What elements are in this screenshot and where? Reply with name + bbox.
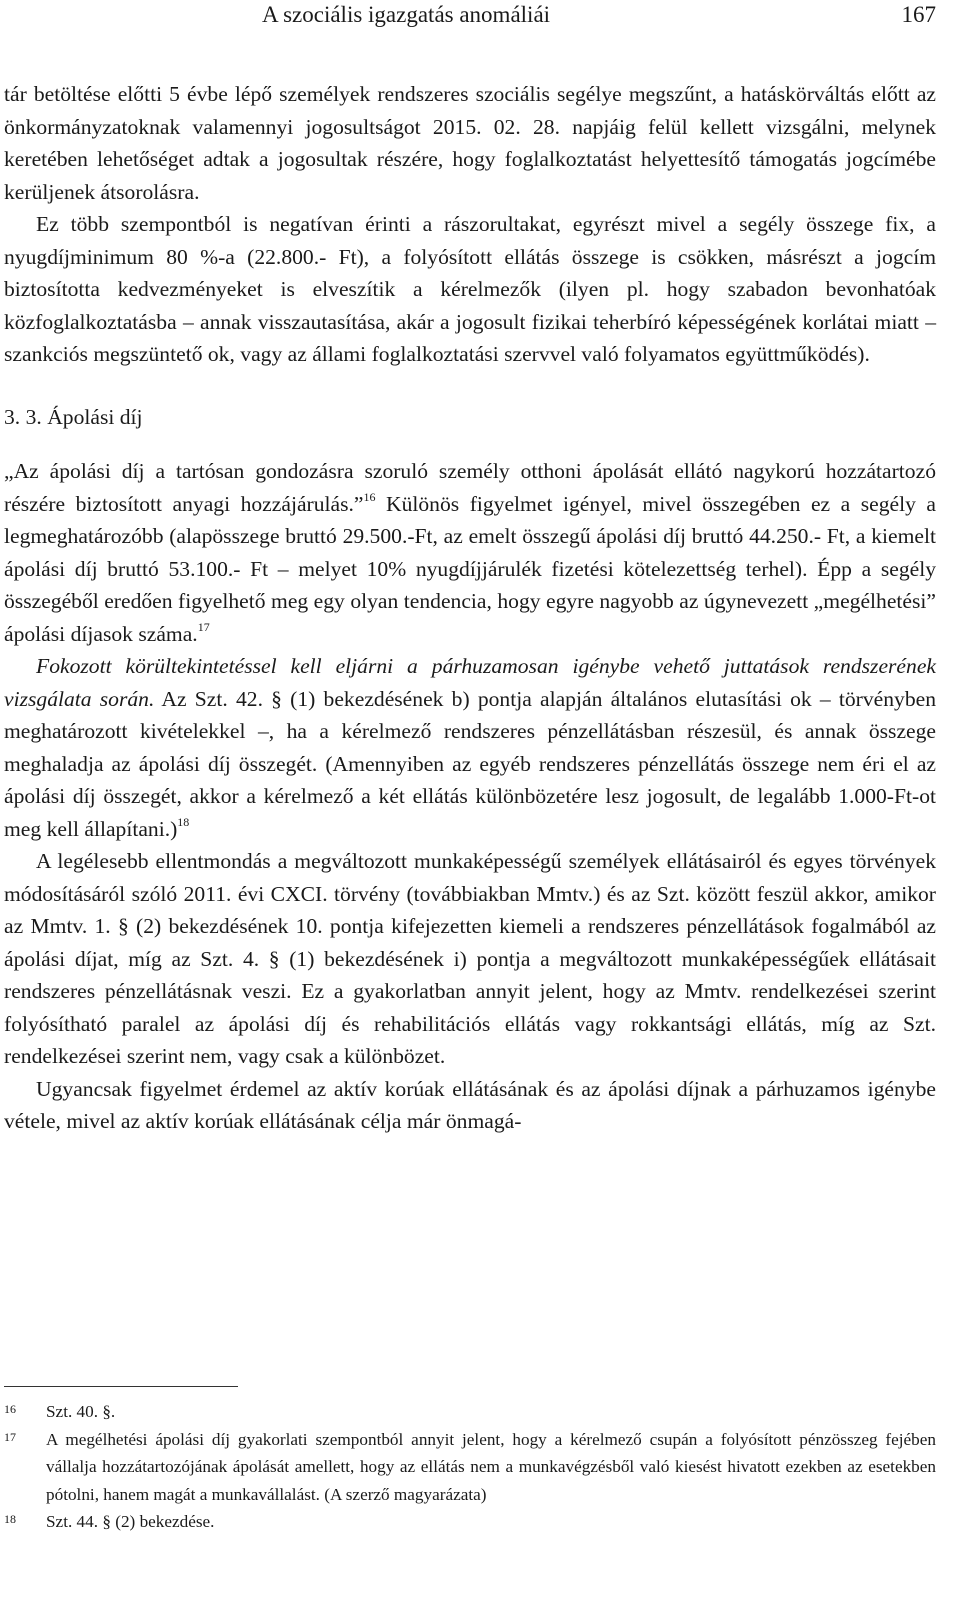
footnote — [4, 1426, 936, 1509]
paragraph-text: Különös figyelmet igényel, mivel összegében ez a segély a legmeghatározóbb (alapösszege bruttó 29.500.-Ft, az emelt összegű ápolási díj bruttó 44.250.- Ft, a kiemelt ápolási díj bruttó 53.100.- Ft – melyet 10% nyugdíjjárulék fizetési kötelezettség terhel). Épp a segély összegéből eredően figyelhető meg egy olyan tendencia, hogy egyre nagyobb az úgynevezett „megélhetési” ápolási díjasok száma. — [4, 491, 936, 646]
quote-text: „Az ápolási díj a tartósan gondozásra szoruló személy otthoni ápolását ellátó nagykorú hozzátartozó részére biztosított anyagi hozzájárulás.” — [4, 459, 936, 516]
footnote-ref-18[interactable]: 18 — [177, 814, 190, 829]
footnote-number: 18 — [4, 1512, 16, 1526]
footnote — [4, 1398, 936, 1426]
footnote-ref-17[interactable]: 17 — [197, 619, 210, 634]
body-text — [4, 78, 936, 1138]
footnotes — [4, 1398, 936, 1536]
paragraph — [4, 455, 936, 650]
footnote-ref-16[interactable]: 16 — [363, 489, 376, 504]
footnote-number: 16 — [4, 1402, 16, 1416]
paragraph-text: Az Szt. 42. § (1) bekezdésének b) pontja alapján általános elutasítási ok – törvényben meghatározott kivételekkel –, ha a kérelmező rendszeres pénzellátásban részesül, és annak összege meghaladja az ápolási díj összegét. (Amennyiben az egyéb rendszeres pénzellátás összege nem éri el az ápolási díj összegét, akkor a kérelmező a két ellátás különbözetére lesz jogosult, de legalább 1.000-Ft-ot meg kell állapítani.) — [4, 686, 937, 841]
footnote-number: 17 — [4, 1429, 16, 1444]
paragraph — [4, 650, 936, 845]
italic-text: Fokozott körültekintetéssel kell eljárni a párhuzamosan igénybe vehető juttatások rendszerének vizsgálata során. — [4, 654, 936, 711]
footnote-text: Szt. 44. § (2) bekezdése. — [46, 1512, 215, 1531]
paragraph: Ez több szempontból is negatívan érinti a rászorultakat, egyrészt mivel a segély összege fix, a nyugdíjminimum 80 %-a (22.800.- Ft), a folyósított ellátás összege is csökken, másrészt a jogcím biztosította kedvezményeket is elveszítik a kérelmezők (ilyen pl. hogy szabadon bevonhatóak közfoglalkoztatásba – annak visszautasítása, akár a jogosult fizikai teherbíró képességének korlátai miatt – szankciós megszüntető ok, vagy az állami foglalkoztatási szervvel való folyamatos együttműködés). — [4, 212, 936, 366]
footnote — [4, 1508, 936, 1536]
page-number: 167 — [901, 2, 936, 27]
footnote-text: Szt. 40. §. — [46, 1402, 116, 1421]
page-header — [0, 0, 960, 40]
paragraph: tár betöltése előtti 5 évbe lépő személyek rendszeres szociális segélye megszűnt, a hatáskörváltás előtt az önkormányzatoknak valamennyi jogosultságot 2015. 02. 28. napjáig felül kellett vizsgálni, melynek keretében lehetőséget adtak a jogosultak részére, hogy foglalkoztatást helyettesítő támogatás jogcímébe kerüljenek átsorolásra. — [4, 82, 936, 204]
section-heading: 3. 3. Ápolási díj — [4, 404, 143, 429]
paragraph: A legélesebb ellentmondás a megváltozott munkaképességű személyek ellátásairól és egyes törvények módosításáról szóló 2011. évi CXCI. törvény (továbbiakban Mmtv.) és az Szt. között feszül akkor, amikor az Mmtv. 1. § (2) bekezdésének 10. pontja kifejezetten kiemeli a rendszeres pénzellátások fogalmából az ápolási díjat, míg az Szt. 4. § (1) bekezdésének i) pontja a megváltozott munkaképességűek ellátásait rendszeres pénzellátásnak veszi. Ez a gyakorlatban annyit jelent, hogy az Mmtv. rendelkezései szerint folyósítható paralel az ápolási díj és rehabilitációs ellátás vagy rokkantsági ellátás, míg az Szt. rendelkezései szerint nem, vagy csak a különbözet. — [4, 849, 936, 1068]
footnote-divider — [4, 1386, 238, 1387]
running-title: A szociális igazgatás anomáliái — [262, 2, 551, 27]
paragraph: Ugyancsak figyelmet érdemel az aktív korúak ellátásának és az ápolási díjnak a párhuzamos igénybe vétele, mivel az aktív korúak ellátásának célja már önmagá- — [4, 1076, 936, 1133]
footnote-text: A megélhetési ápolási díj gyakorlati szempontból annyit jelent, hogy a kérelmező csupán a folyósított pénzösszeg fejében vállalja hozzátartozójának ápolását amellett, hogy az ellátás nem a munkavégzésből való kiesést hivatott ezekben az esetekben pótolni, hanem magát a munkavállalást. (A szerző magyarázata) — [46, 1429, 936, 1504]
